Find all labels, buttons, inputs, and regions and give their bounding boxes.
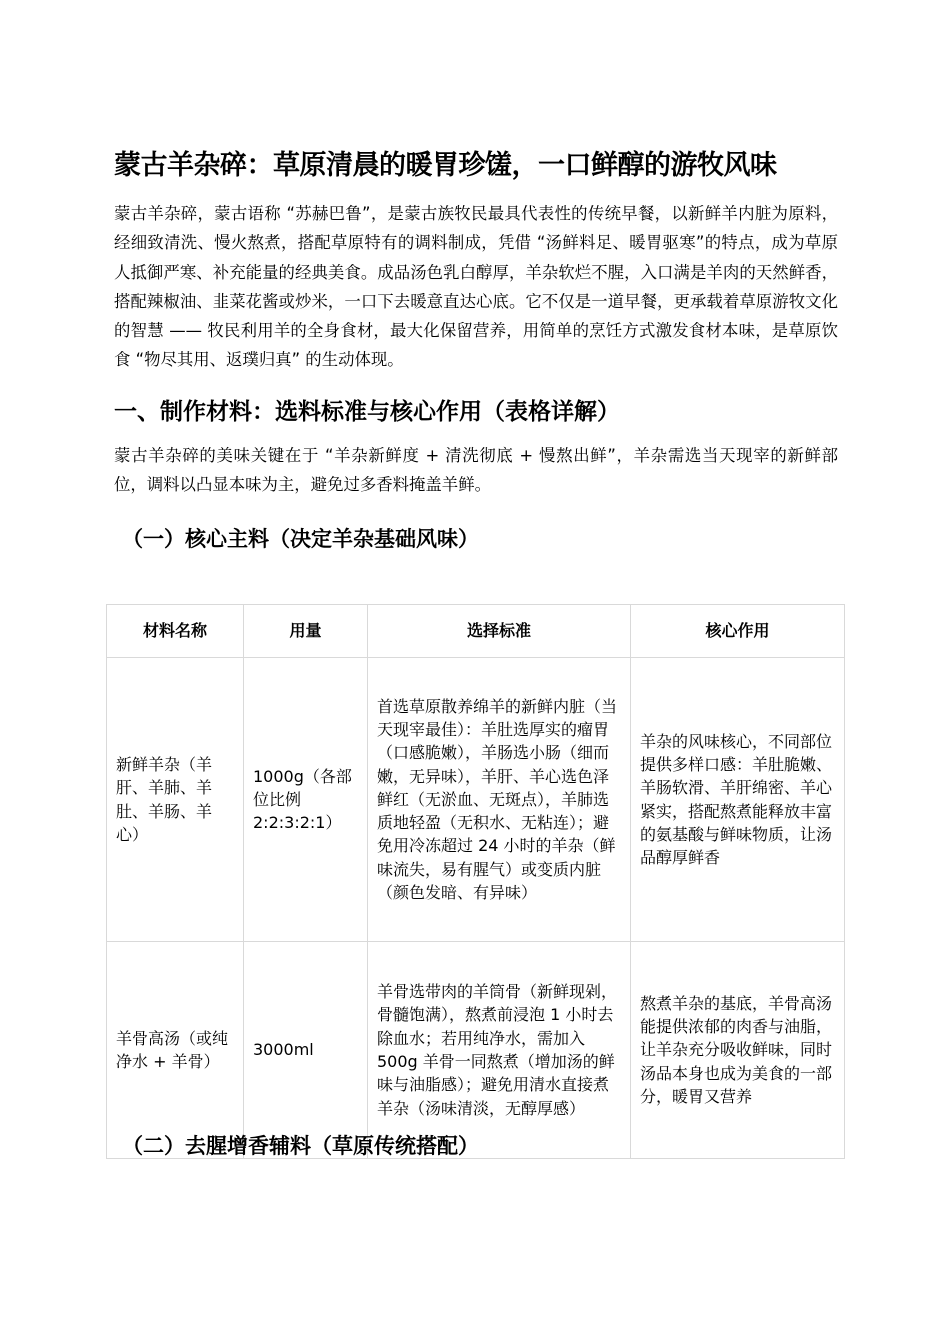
page-title: 蒙古羊杂碎：草原清晨的暖胃珍馐，一口鲜醇的游牧风味 [114, 150, 777, 181]
role-cell: 羊杂的风味核心，不同部位提供多样口感：羊肚脆嫩、羊肠软滑、羊肝绵密、羊心紧实，搭配熬煮能释放丰富的氨基酸与鲜味物质，让汤品醇厚鲜香 [631, 658, 845, 942]
table-row [107, 658, 845, 942]
table-header-row [107, 605, 845, 658]
section-heading-materials: 一、制作材料：选料标准与核心作用（表格详解） [114, 399, 620, 425]
intro-paragraph: 蒙古羊杂碎，蒙古语称 “苏赫巴鲁”，是蒙古族牧民最具代表性的传统早餐，以新鲜羊内脏为原料，经细致清洗、慢火熬煮，搭配草原特有的调料制成，凭借 “汤鲜料足、暖胃驱寒”的特点，成为草原人抵御严寒、补充能量的经典美食。成品汤色乳白醇厚，羊杂软烂不腥，入口满是羊肉的天然鲜香，搭配辣椒油、韭菜花酱或炒米，一口下去暖意直达心底。它不仅是一道早餐，更承载着草原游牧文化的智慧 —— 牧民利用羊的全身食材，最大化保留营养，用简单的烹饪方式激发食材本味，是草原饮食 “物尽其用、返璞归真” 的生动体现。 [114, 204, 838, 370]
subsection-heading-auxiliary-ingredients: （二）去腥增香辅料（草原传统搭配） [122, 1134, 479, 1158]
ingredients-table [106, 604, 845, 1159]
column-header: 核心作用 [631, 605, 845, 658]
standard-cell: 首选草原散养绵羊的新鲜内脏（当天现宰最佳）：羊肚选厚实的瘤胃（口感脆嫩），羊肠选小肠（细而嫩，无异味），羊肝、羊心选色泽鲜红（无淤血、无斑点），羊肺选质地轻盈（无积水、无粘连）；避免用冷冻超过 24 小时的羊杂（鲜味流失，易有腥气）或变质内脏（颜色发暗、有异味） [368, 658, 631, 942]
standard-cell: 羊骨选带肉的羊筒骨（新鲜现剁，骨髓饱满），熬煮前浸泡 1 小时去除血水；若用纯净水，需加入 500g 羊骨一同熬煮（增加汤的鲜味与油脂感）；避免用清水直接煮羊杂（汤味清淡，无醇厚感） [368, 942, 631, 1159]
amount-cell: 1000g（各部位比例 2:2:3:2:1） [244, 658, 368, 942]
column-header: 选择标准 [368, 605, 631, 658]
role-cell: 熬煮羊杂的基底，羊骨高汤能提供浓郁的肉香与油脂，让羊杂充分吸收鲜味，同时汤品本身也成为美食的一部分，暖胃又营养 [631, 942, 845, 1159]
column-header: 材料名称 [107, 605, 244, 658]
material-name-cell: 新鲜羊杂（羊肝、羊肺、羊肚、羊肠、羊心） [107, 658, 244, 942]
section-intro-paragraph: 蒙古羊杂碎的美味关键在于 “羊杂新鲜度 + 清洗彻底 + 慢熬出鲜”，羊杂需选当天现宰的新鲜部位，调料以凸显本味为主，避免过多香料掩盖羊鲜。 [114, 446, 838, 495]
amount-cell: 3000ml [244, 942, 368, 1159]
column-header: 用量 [244, 605, 368, 658]
subsection-heading-main-ingredients: （一）核心主料（决定羊杂基础风味） [122, 527, 479, 551]
table-row [107, 942, 845, 1159]
material-name-cell: 羊骨高汤（或纯净水 + 羊骨） [107, 942, 244, 1159]
